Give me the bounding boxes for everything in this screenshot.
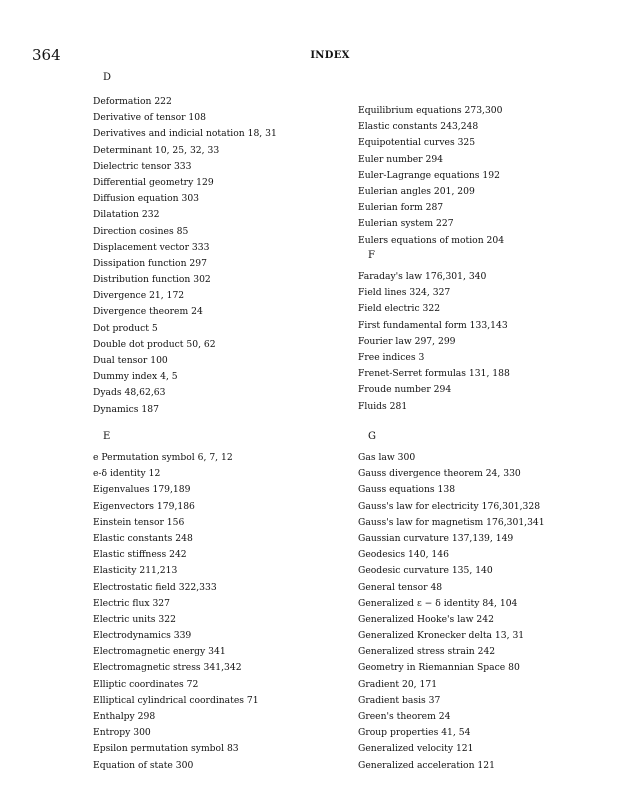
- index-entry: Enthalpy 298: [93, 711, 156, 722]
- index-entry: Dummy index 4, 5: [93, 371, 178, 383]
- index-entry: Gaussian curvature 137,139, 149: [358, 532, 514, 544]
- index-entry: Faraday's law 176,301, 340: [358, 271, 487, 282]
- index-entry: Deformation 222: [93, 96, 172, 107]
- section-f-entries: [358, 269, 510, 415]
- index-entry: Fourier law 297, 299: [358, 335, 456, 347]
- index-entry: Generalized ε − δ identity 84, 104: [358, 597, 518, 609]
- index-entry: First fundamental form 133,143: [358, 319, 508, 331]
- index-entry: Electric flux 327: [93, 597, 170, 609]
- index-entry: Electromagnetic stress 341,342: [93, 662, 242, 674]
- index-entry: Free indices 3: [358, 351, 425, 363]
- index-entry: Differential geometry 129: [93, 176, 214, 188]
- index-entry: Elliptic coordinates 72: [93, 678, 199, 690]
- index-entry: Electric units 322: [93, 613, 176, 625]
- index-entry: Eigenvalues 179,189: [93, 484, 191, 496]
- section-letter-g: G: [368, 431, 376, 442]
- index-entry: Elliptical cylindrical coordinates 71: [93, 694, 259, 706]
- index-entry: Generalized Hooke's law 242: [358, 613, 494, 625]
- index-entry: Eulerian form 287: [358, 202, 444, 214]
- index-entry: Gauss divergence theorem 24, 330: [358, 468, 521, 480]
- index-entry: Elastic constants 248: [93, 532, 193, 544]
- index-entry: Dissipation function 297: [93, 257, 207, 269]
- index-entry: Frenet-Serret formulas 131, 188: [358, 368, 510, 380]
- index-entry: Einstein tensor 156: [93, 516, 185, 528]
- index-entry: Epsilon permutation symbol 83: [93, 743, 239, 755]
- index-entry: Eulerian system 227: [358, 218, 454, 230]
- index-entry: Generalized Kronecker delta 13, 31: [358, 630, 525, 642]
- index-entry: e-δ identity 12: [93, 468, 161, 480]
- index-entry: Dyads 48,62,63: [93, 387, 166, 399]
- index-entry: Equilibrium equations 273,300: [358, 105, 503, 116]
- index-entry: Distribution function 302: [93, 274, 211, 286]
- index-entry: Dilatation 232: [93, 209, 160, 221]
- index-entry: Generalized velocity 121: [358, 743, 474, 755]
- index-entry: Elasticity 211,213: [93, 565, 178, 577]
- index-entry: Green's theorem 24: [358, 711, 451, 722]
- section-letter-e: E: [103, 431, 111, 442]
- index-entry: Group properties 41, 54: [358, 727, 471, 739]
- index-entry: Equation of state 300: [93, 759, 194, 771]
- index-entry: Froude number 294: [358, 384, 452, 396]
- index-entry: Euler number 294: [358, 153, 444, 165]
- section-letter-f: F: [368, 250, 375, 261]
- index-entry: Gauss's law for magnetism 176,301,341: [358, 516, 545, 528]
- index-entry: Elastic stiffness 242: [93, 549, 187, 561]
- index-entry: Direction cosines 85: [93, 225, 189, 237]
- index-entry: Geometry in Riemannian Space 80: [358, 662, 520, 674]
- index-entry: Dynamics 187: [93, 403, 159, 415]
- index-entry: Elastic constants 243,248: [358, 121, 479, 133]
- index-entry: Equipotential curves 325: [358, 137, 476, 149]
- index-entry: Dual tensor 100: [93, 355, 168, 366]
- index-entry: Dielectric tensor 333: [93, 160, 192, 172]
- index-entry: Entropy 300: [93, 727, 151, 739]
- index-entry: Divergence theorem 24: [93, 306, 203, 318]
- index-entry: Diffusion equation 303: [93, 193, 200, 205]
- index-entry: Displacement vector 333: [93, 241, 210, 253]
- index-entry: Euler-Lagrange equations 192: [358, 169, 500, 181]
- index-entry: Double dot product 50, 62: [93, 338, 216, 350]
- section-e-continued-entries: [358, 103, 504, 249]
- running-head-title: INDEX: [310, 50, 350, 61]
- index-entry: Divergence 21, 172: [93, 290, 185, 302]
- index-entry: Derivatives and indicial notation 18, 31: [93, 128, 277, 140]
- index-entry: Field electric 322: [358, 303, 441, 315]
- index-entry: Dot product 5: [93, 322, 158, 334]
- index-entry: Electrostatic field 322,333: [93, 581, 217, 593]
- index-entry: Gauss's law for electricity 176,301,328: [358, 500, 541, 512]
- index-entry: Gradient basis 37: [358, 694, 441, 706]
- index-entry: e Permutation symbol 6, 7, 12: [93, 452, 233, 463]
- index-entry: Generalized acceleration 121: [358, 759, 495, 771]
- section-g-entries: [358, 450, 545, 774]
- index-entry: Geodesic curvature 135, 140: [358, 565, 493, 577]
- index-entry: Generalized stress strain 242: [358, 646, 496, 658]
- index-entry: Electrodynamics 339: [93, 630, 192, 642]
- index-entry: Field lines 324, 327: [358, 287, 451, 299]
- page-number: 364: [32, 46, 61, 64]
- index-entry: Eigenvectors 179,186: [93, 500, 195, 512]
- index-entry: Determinant 10, 25, 32, 33: [93, 144, 220, 156]
- index-entry: Geodesics 140, 146: [358, 549, 449, 561]
- index-entry: Derivative of tensor 108: [93, 112, 206, 124]
- index-entry: Gauss equations 138: [358, 484, 456, 496]
- section-letter-d: D: [103, 72, 112, 83]
- index-entry: Electromagnetic energy 341: [93, 646, 226, 658]
- index-entry: Gas law 300: [358, 452, 416, 463]
- index-entry: Gradient 20, 171: [358, 678, 438, 690]
- index-entry: Eulers equations of motion 204: [358, 234, 505, 246]
- index-entry: General tensor 48: [358, 581, 443, 593]
- index-entry: Fluids 281: [358, 400, 408, 412]
- index-entry: Eulerian angles 201, 209: [358, 185, 475, 197]
- section-e-entries: [93, 450, 259, 774]
- section-d-entries: [93, 94, 277, 418]
